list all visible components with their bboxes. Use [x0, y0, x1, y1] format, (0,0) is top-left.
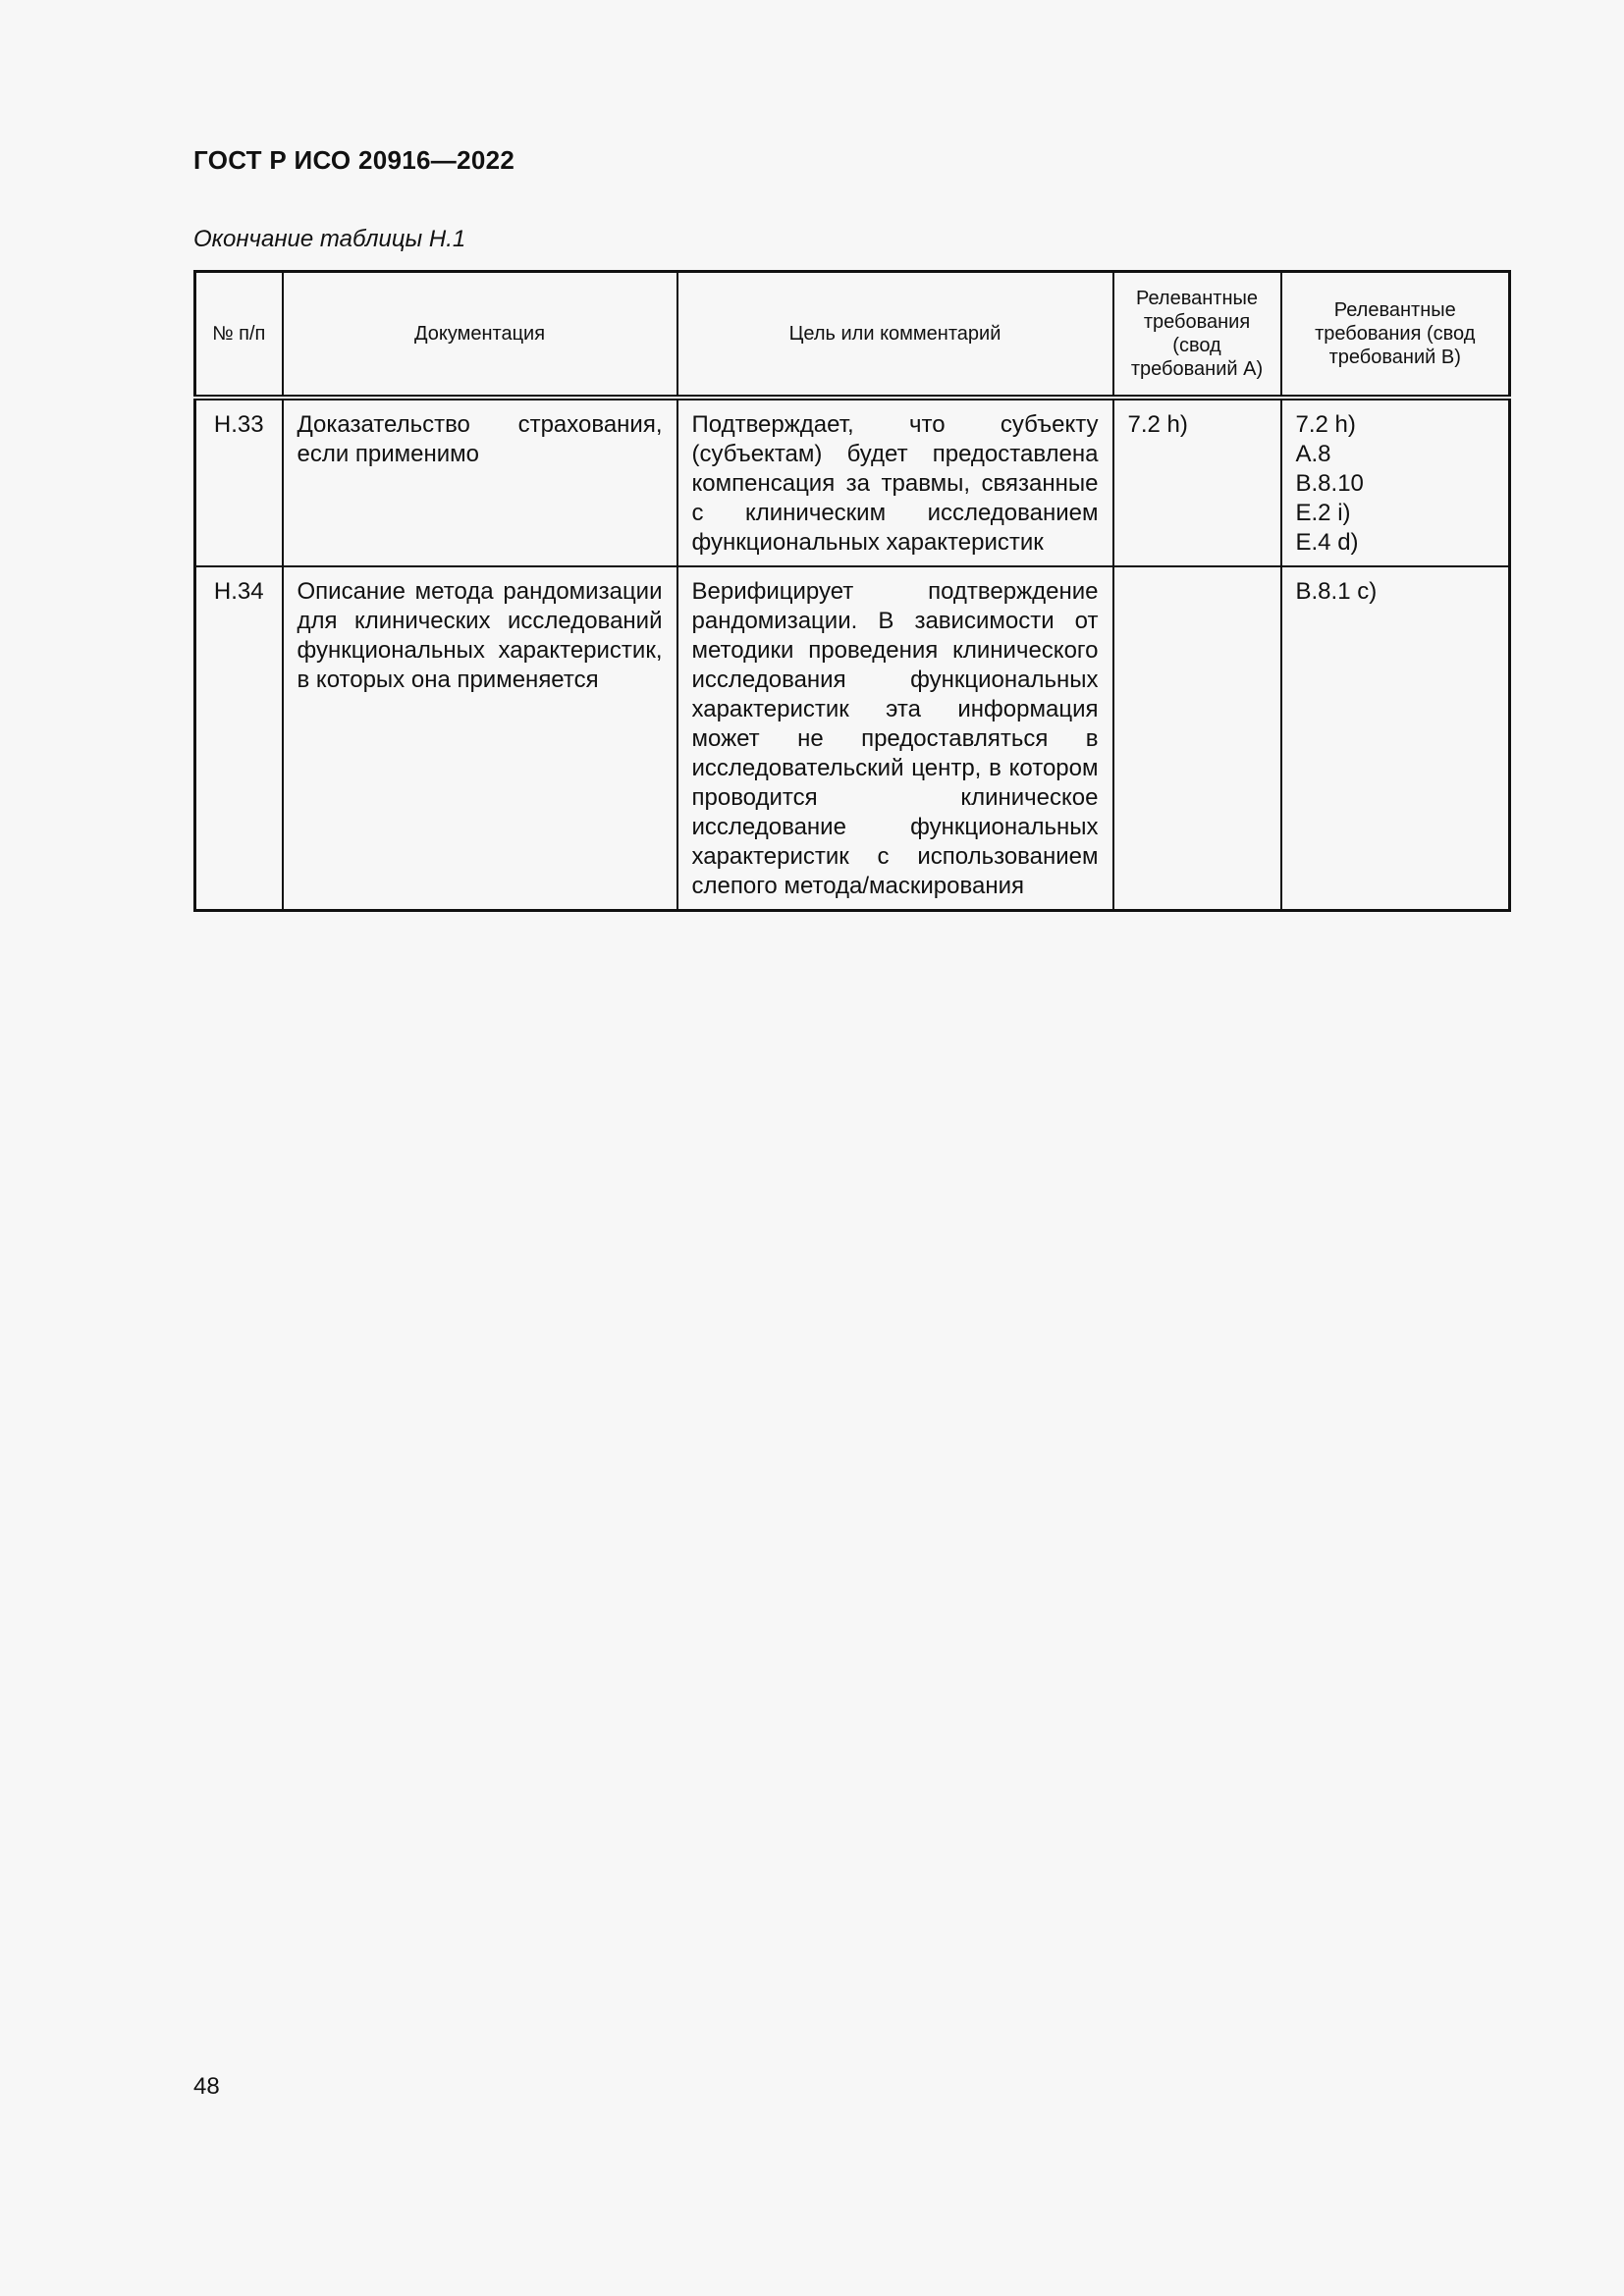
table-header-row	[195, 272, 1510, 399]
requirement-ref: 7.2 h)	[1295, 411, 1356, 438]
requirement-ref: B.8.1 c)	[1295, 578, 1378, 605]
requirements-a-cell	[1113, 398, 1281, 566]
requirements-table-container	[193, 270, 1508, 912]
column-header-requirements-b: Релевантные требования (свод требований В)	[1281, 272, 1510, 399]
requirement-ref: 7.2 h)	[1127, 411, 1188, 438]
requirements-table	[193, 270, 1511, 912]
column-header-number: № п/п	[195, 272, 283, 399]
table-row	[195, 398, 1510, 566]
requirement-ref: A.8	[1295, 441, 1331, 467]
table-caption: Окончание таблицы Н.1	[193, 226, 466, 252]
column-header-documentation: Документация	[283, 272, 677, 399]
documentation-cell: Описание метода рандомизации для клинических исследований функциональных характеристик, в которых она применяется	[283, 566, 677, 911]
documentation-cell: Доказательство страхования, если применимо	[283, 398, 677, 566]
row-number-cell: Н.34	[195, 566, 283, 911]
document-header: ГОСТ Р ИСО 20916—2022	[193, 145, 515, 175]
column-header-comment: Цель или комментарий	[677, 272, 1113, 399]
requirement-ref: E.2 i)	[1295, 500, 1351, 526]
page-number: 48	[193, 2073, 220, 2100]
row-number-cell: Н.33	[195, 398, 283, 566]
table-row	[195, 566, 1510, 911]
requirement-ref: E.4 d)	[1295, 529, 1359, 556]
requirement-ref: B.8.10	[1295, 470, 1364, 497]
comment-cell: Верифицирует подтверждение рандомизации. В зависимости от методики проведения клинического исследования функциональных характеристик эта информация может не предоставляться в исследовательский центр, в котором проводится клиническое исследование функциональных характеристик с использованием слепого метода/маскирования	[677, 566, 1113, 911]
column-header-requirements-a: Релевантные требования (свод требований А)	[1113, 272, 1281, 399]
requirements-b-cell	[1281, 398, 1510, 566]
comment-cell: Подтверждает, что субъекту (субъектам) будет предоставлена компенсация за травмы, связанные с клиническим исследованием функциональных характеристик	[677, 398, 1113, 566]
requirements-b-cell	[1281, 566, 1510, 911]
requirements-a-cell	[1113, 566, 1281, 911]
